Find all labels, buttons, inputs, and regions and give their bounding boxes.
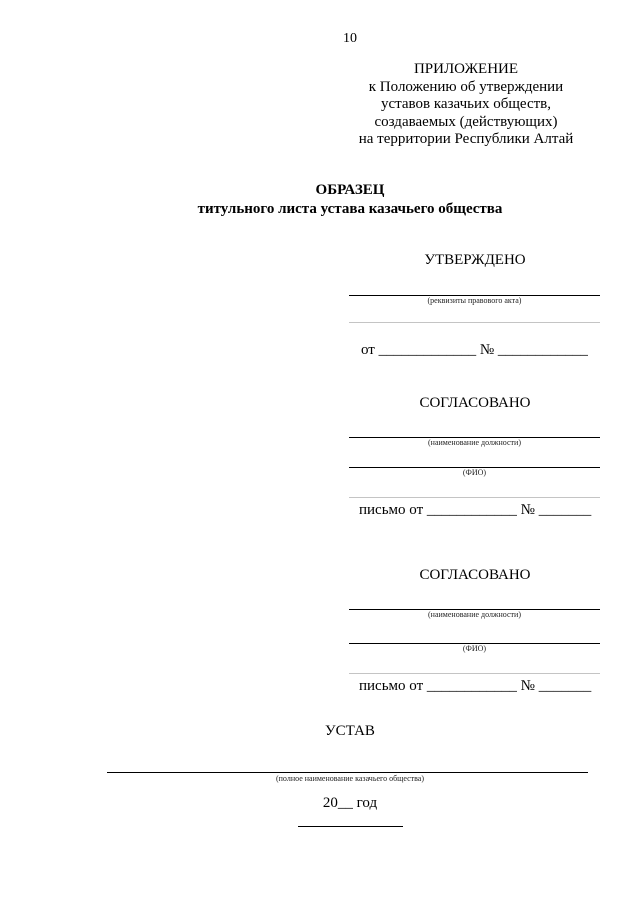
appendix-line: создаваемых (действующих) (374, 113, 558, 130)
agreed-label: СОГЛАСОВАНО (419, 567, 531, 583)
agreed-label: СОГЛАСОВАНО (419, 395, 531, 411)
blank-line (349, 673, 600, 674)
appendix-line: на территории Республики Алтай (358, 131, 574, 147)
blank-line (349, 322, 600, 323)
letter-line: письмо от ____________ № _______ (359, 678, 592, 694)
act-details-caption: (реквизиты правового акта) (427, 296, 522, 305)
year-line: 20__ год (322, 795, 378, 811)
position-caption: (наименование должности) (428, 438, 521, 447)
page-number: 10 (343, 31, 357, 46)
blank-line (349, 497, 600, 498)
date-number-line: от _____________ № ____________ (361, 342, 588, 358)
appendix-line: к Положению об утверждении (368, 78, 564, 95)
appendix-block (346, 61, 586, 149)
society-name-caption: (полное наименование казачьего общества) (275, 774, 425, 783)
charter-title: УСТАВ (325, 723, 375, 739)
approved-label: УТВЕРЖДЕНО (424, 252, 526, 268)
position-caption: (наименование должности) (428, 610, 521, 619)
letter-line: письмо от ____________ № _______ (359, 502, 592, 518)
document-title: ОБРАЗЕЦ (315, 182, 385, 198)
full-name-caption: (ФИО) (462, 468, 487, 477)
place-line (298, 826, 403, 827)
document-subtitle: титульного листа устава казачьего общества (197, 201, 503, 217)
full-name-caption: (ФИО) (462, 644, 487, 653)
society-name-line (107, 772, 588, 773)
appendix-line: ПРИЛОЖЕНИЕ (413, 61, 519, 77)
appendix-line: уставов казачьих обществ, (381, 96, 551, 112)
